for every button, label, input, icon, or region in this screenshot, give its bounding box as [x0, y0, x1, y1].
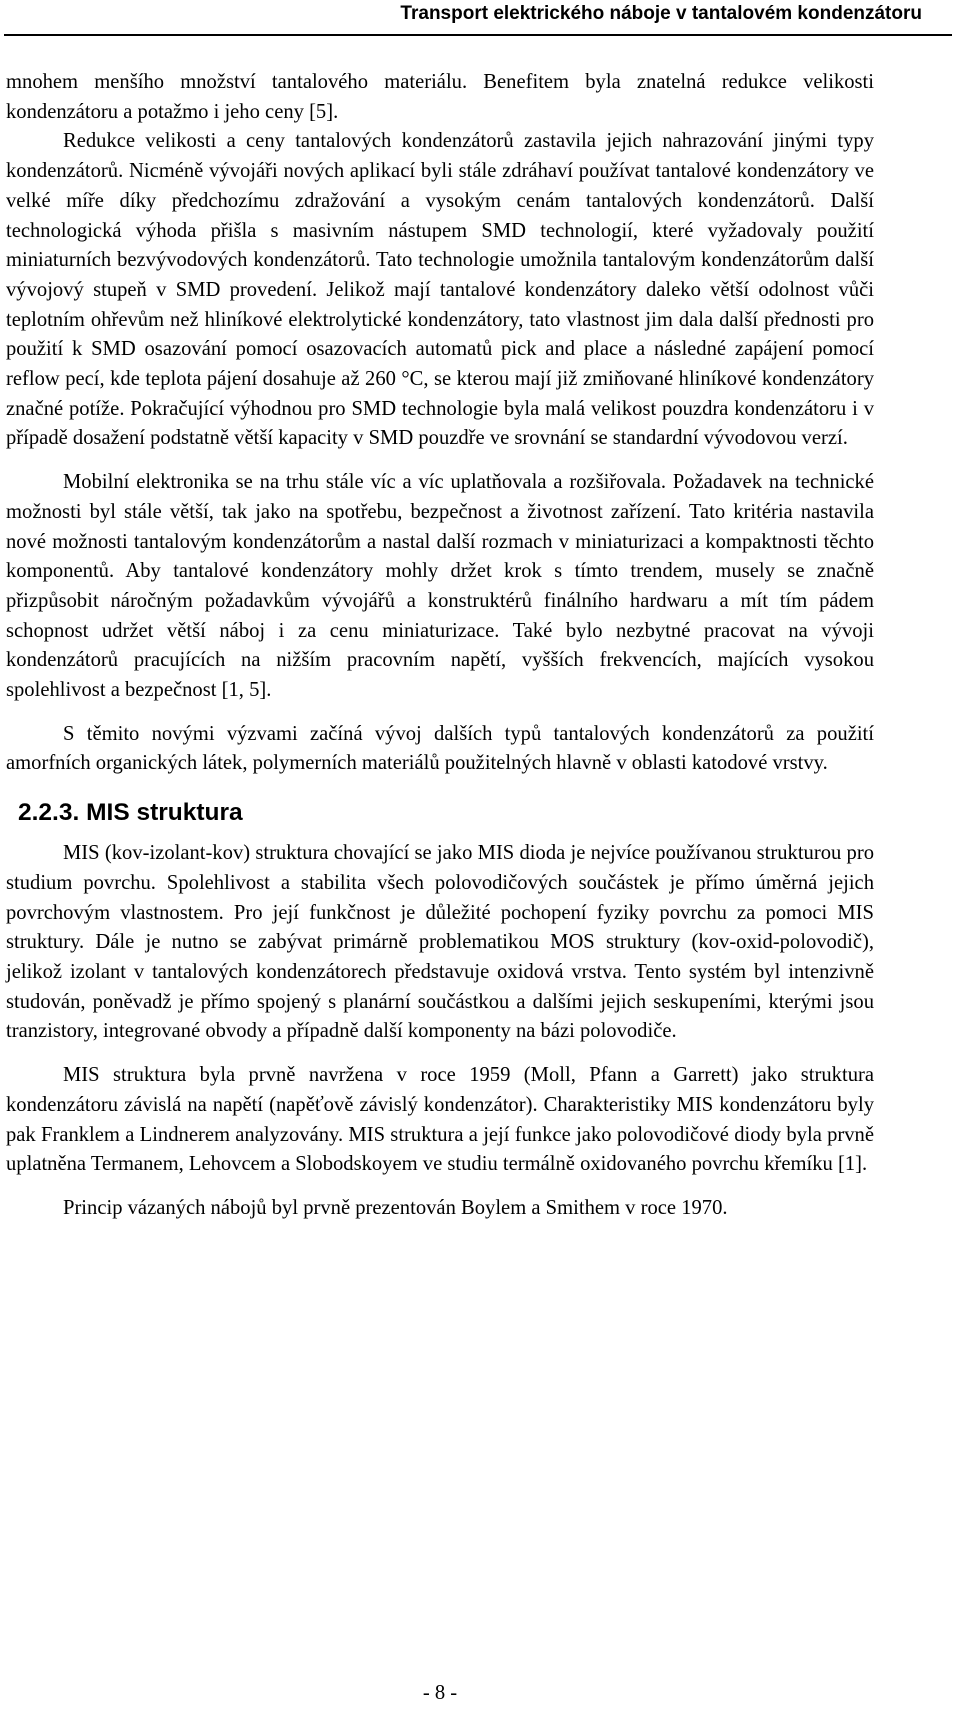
paragraph-mobile-electronics: Mobilní elektronika se na trhu stále víc a víc uplatňovala a rozšiřovala. Požadavek na technické možnosti byl stále větší, tak jako na spotřebu, bezpečnost a životnost zařízení. Tato kritéria nastavila nové možnosti tantalovým kondenzátorům a nastal další rozmach v miniaturizaci a kompaktnosti těchto komponentů. Aby tantalové kondenzátory mohly držet krok s tímto trendem, musely se značně přizpůsobit náročným požadavkům vývojářů a konstruktérů finálního hardwaru a mít tím pádem schopnost udržet větší náboj i za cenu miniaturizace. Také bylo nezbytné pracovat na vývoji kondenzátorů pracujících na nižším pracovním napětí, vyšších frekvencích, majících vysokou spolehlivost a bezpečnost [1, 5]. — [6, 471, 874, 702]
header-rule — [4, 34, 952, 36]
paragraph-new-challenges: S těmito novými výzvami začíná vývoj dalších typů tantalových kondenzátorů za použití amorfních organických látek, polymerních materiálů použitelných hlavně v oblasti katodové vrstvy. — [6, 722, 874, 775]
paragraph-size-reduction: Redukce velikosti a ceny tantalových kondenzátorů zastavila jejich nahrazování jinými typy kondenzátorů. Nicméně vývojáři nových aplikací byli stále zdráhaví používat tantalové kondenzátory ve velké míře díky předchozímu zdražování a vysokým cenám tantalových kondenzátorů. Další technologická výhoda přišla s masivním nástupem SMD technologií, které vyžadovaly použití miniaturních bezvývodových kondenzátorů. Tato technologie umožnila tantalovým kondenzátorům další vývojový stupeň v SMD provedení. Jelikož mají tantalové kondenzátory daleko větší odolnost vůči teplotním ohřevům než hliníkové elektrolytické kondenzátory, tato vlastnost jim dala další přednosti pro použití k SMD osazování pomocí osazovacích automatů pick and place a následné zapájení pomocí reflow pecí, kde teplota pájení dosahuje až 260 °C, se kterou mají již zmiňované hliníkové kondenzátory značné potíže. Pokračující výhodnou pro SMD technologie byla malá velikost pouzdra kondenzátoru i v případě dosažení podstatně větší kapacity v SMD pouzdře ve srovnání se standardní vývodovou verzí. — [6, 130, 874, 450]
page-number: - 8 - — [422, 1682, 458, 1704]
running-header: Transport elektrického náboje v tantalovém kondenzátoru — [400, 3, 922, 24]
paragraph-mis-history: MIS struktura byla prvně navržena v roce 1959 (Moll, Pfann a Garrett) jako struktura kondenzátoru závislá na napětí (napěťově závislý kondenzátor). Charakteristiky MIS kondenzátoru byly pak Franklem a Lindnerem analyzovány. MIS struktura a její funkce jako polovodičové diody byla prvně uplatněna Termanem, Lehovcem a Slobodskoyem ve studiu termálně oxidovaného povrchu křemíku [1]. — [6, 1064, 874, 1176]
paragraph-continuation: mnohem menšího množství tantalového materiálu. Benefitem byla znatelná redukce velikosti kondenzátoru a potažmo i jeho ceny [5]. — [6, 71, 874, 123]
paragraph-mis-structure: MIS (kov-izolant-kov) struktura chovající se jako MIS dioda je nejvíce používanou strukturou pro studium povrchu. Spolehlivost a stabilita všech polovodičových součástek je přímo úměrná jejich povrchovým vlastnostem. Pro její funkčnost je důležité pochopení fyziky povrchu za pomoci MIS struktury. Dále je nutno se zabývat primárně problematikou MOS struktury (kov-oxid-polovodič), jelikož izolant v tantalových kondenzátorech představuje oxidová vrstva. Tento systém byl intenzivně studován, poněvadž je přímo spojený s planární součástkou a dalšími jejich seskupeními, kterými jsou tranzistory, integrované obvody a případně další komponenty na bázi polovodiče. — [6, 842, 874, 1043]
page-content — [6, 68, 874, 1224]
section-heading: 2.2.3. MIS struktura — [18, 799, 243, 827]
paragraph-bound-charges: Princip vázaných nábojů byl prvně prezentován Boylem a Smithem v roce 1970. — [63, 1196, 728, 1219]
